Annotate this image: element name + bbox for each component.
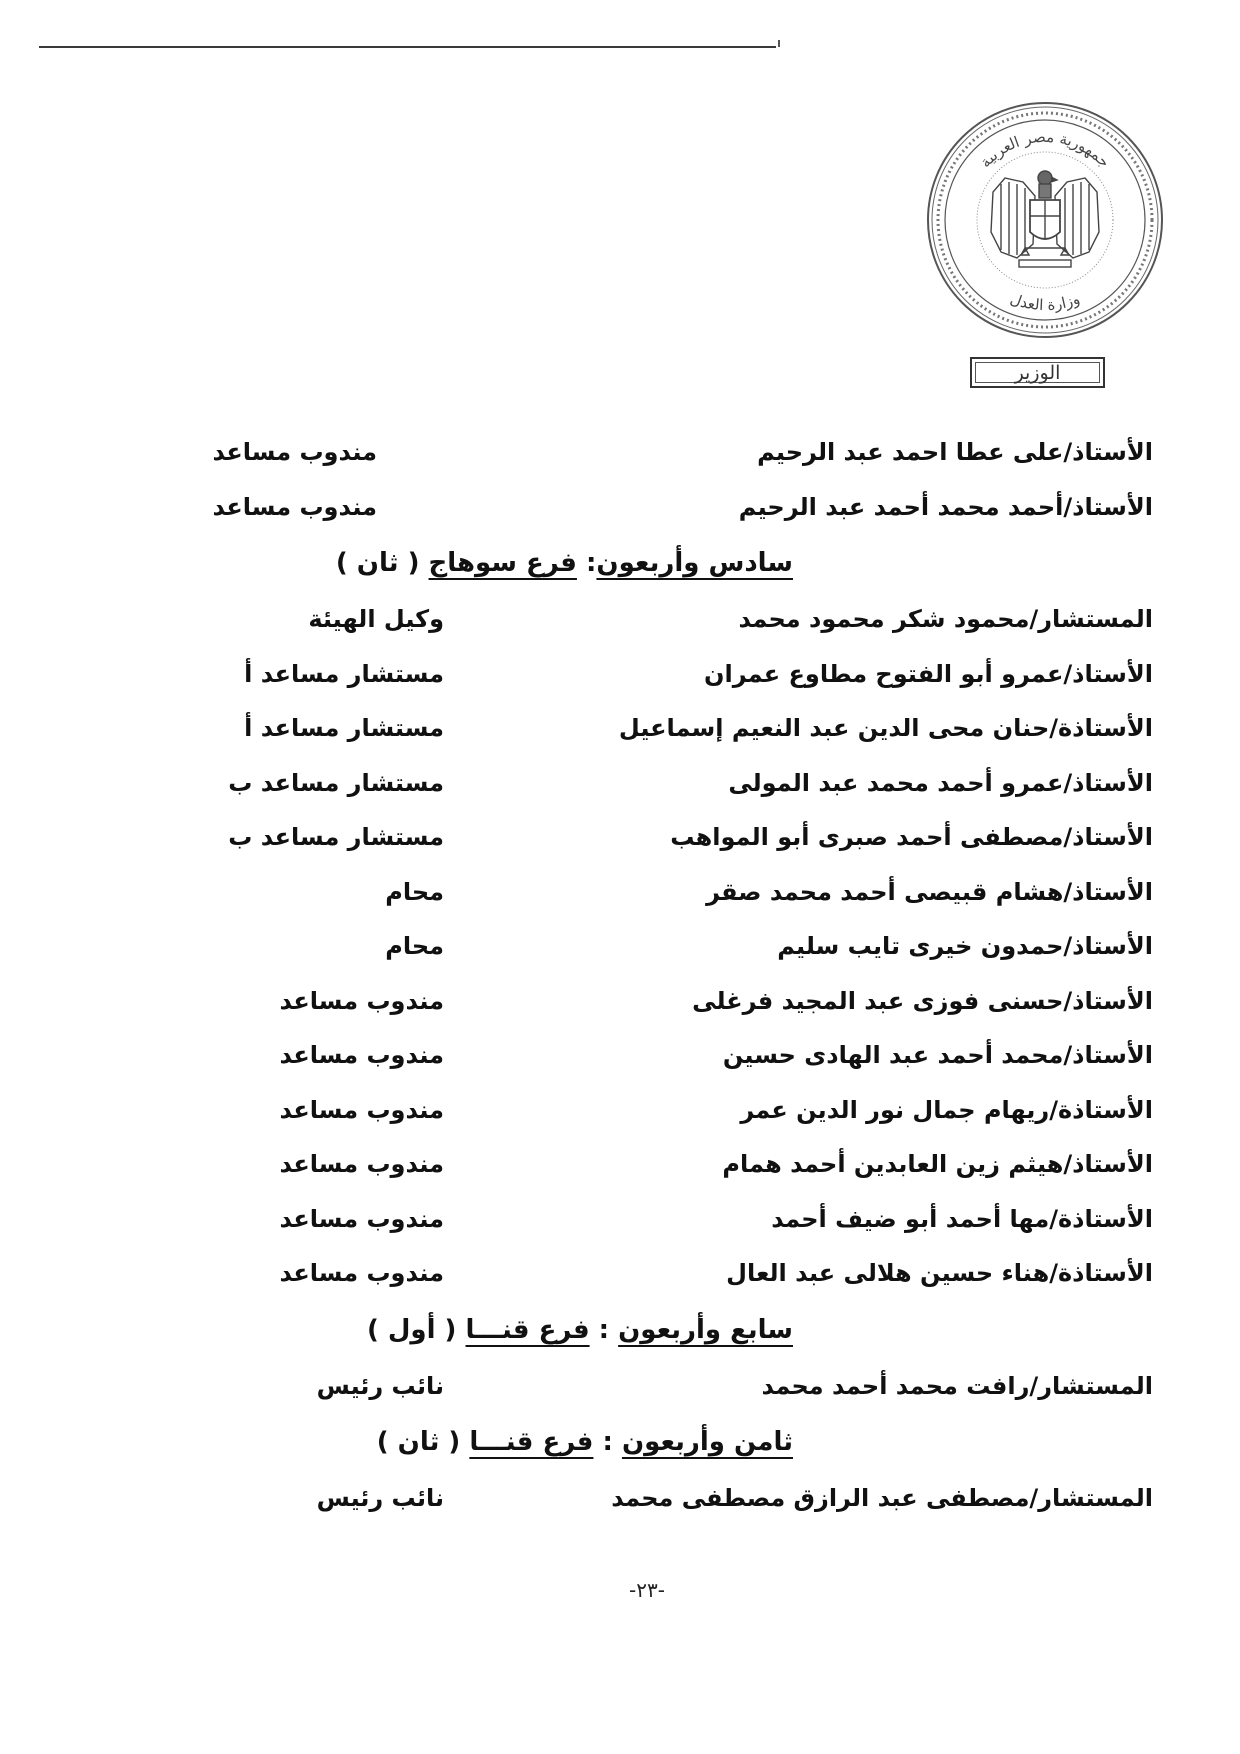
section-branch: فرع قنـــا bbox=[469, 1427, 594, 1457]
member-title: مندوب مساعد bbox=[279, 1150, 444, 1178]
section-qualifier: ( ثان ) bbox=[335, 548, 420, 578]
member-name: الأستاذ/عمرو أحمد محمد عبد المولى bbox=[728, 768, 1153, 797]
member-title: مندوب مساعد bbox=[279, 1204, 444, 1233]
member-name: الأستاذة/حنان محى الدين عبد النعيم إسماعيل bbox=[618, 714, 1153, 742]
roster-row bbox=[0, 1083, 1240, 1138]
member-title: مستشار مساعد أ bbox=[244, 659, 444, 688]
roster-row bbox=[0, 974, 1240, 1029]
member-name: الأستاذ/هيثم زين العابدين أحمد همام bbox=[722, 1150, 1153, 1178]
roster-row bbox=[0, 425, 1240, 480]
roster-row bbox=[0, 1359, 1240, 1414]
member-name: المستشار/محمود شكر محمود محمد bbox=[738, 605, 1153, 633]
section-ordinal: سادس وأربعون bbox=[596, 548, 793, 578]
eagle-icon bbox=[991, 171, 1099, 267]
member-name: الأستاذ/عمرو أبو الفتوح مطاوع عمران bbox=[704, 659, 1153, 688]
roster-row bbox=[0, 1471, 1240, 1526]
member-name: المستشار/رافت محمد أحمد محمد bbox=[761, 1371, 1153, 1400]
section-branch: فرع قنـــا bbox=[465, 1314, 590, 1345]
member-name: الأستاذ/مصطفى أحمد صبرى أبو المواهب bbox=[670, 823, 1153, 851]
member-title: محام bbox=[385, 877, 444, 906]
seal-top-text: جمهورية مصر العربية bbox=[976, 127, 1114, 172]
member-title: محام bbox=[385, 932, 444, 960]
member-title: مندوب مساعد bbox=[279, 1259, 444, 1287]
member-name: المستشار/مصطفى عبد الرازق مصطفى محمد bbox=[611, 1484, 1153, 1512]
member-name: الأستاذ/أحمد محمد أحمد عبد الرحيم bbox=[738, 492, 1153, 521]
roster-row bbox=[0, 865, 1240, 920]
member-title: مندوب مساعد bbox=[279, 986, 444, 1015]
member-title: نائب رئيس bbox=[316, 1371, 444, 1400]
member-title: نائب رئيس bbox=[316, 1484, 444, 1512]
member-title: مستشار مساعد ب bbox=[228, 823, 444, 851]
section-separator: : bbox=[586, 548, 597, 578]
roster-row bbox=[0, 1137, 1240, 1192]
page-number: -٢٣- bbox=[629, 1578, 665, 1602]
section-qualifier: ( ثان ) bbox=[376, 1427, 461, 1457]
member-title: مندوب مساعد bbox=[279, 1095, 444, 1124]
roster-row bbox=[0, 647, 1240, 702]
member-title: مندوب مساعد bbox=[279, 1041, 444, 1069]
roster-row bbox=[0, 1192, 1240, 1247]
section-ordinal: ثامن وأربعون bbox=[621, 1427, 793, 1457]
ministry-seal-emblem bbox=[925, 97, 1165, 343]
member-name: الأستاذ/حمدون خيرى تايب سليم bbox=[777, 932, 1153, 960]
member-title: مندوب مساعد bbox=[212, 492, 377, 521]
member-title: مستشار مساعد أ bbox=[244, 714, 444, 742]
member-title: مندوب مساعد bbox=[212, 438, 377, 466]
roster-row bbox=[0, 756, 1240, 811]
member-name: الأستاذ/على عطا احمد عبد الرحيم bbox=[757, 438, 1153, 466]
section-separator: : bbox=[602, 1427, 622, 1457]
minister-label-box: الوزير bbox=[970, 357, 1105, 388]
section-separator: : bbox=[598, 1314, 619, 1345]
section-ordinal: سابع وأربعون bbox=[618, 1314, 793, 1345]
member-name: الأستاذ/محمد أحمد عبد الهادى حسين bbox=[722, 1041, 1153, 1069]
roster-row bbox=[0, 919, 1240, 974]
section-qualifier: ( أول ) bbox=[366, 1314, 457, 1345]
roster-row bbox=[0, 701, 1240, 756]
member-name: الأستاذة/مها أحمد أبو ضيف أحمد bbox=[771, 1204, 1153, 1233]
section-heading bbox=[0, 1413, 1240, 1471]
member-name: الأستاذة/هناء حسين هلالى عبد العال bbox=[726, 1259, 1153, 1287]
roster-row bbox=[0, 810, 1240, 865]
member-name: الأستاذة/ريهام جمال نور الدين عمر bbox=[740, 1095, 1153, 1124]
section-heading bbox=[0, 534, 1240, 592]
top-rule-mark bbox=[778, 40, 780, 47]
seal-bottom-text: وزارة العدل bbox=[1007, 289, 1083, 315]
roster-row bbox=[0, 1246, 1240, 1301]
roster bbox=[0, 425, 1240, 1526]
roster-row bbox=[0, 1028, 1240, 1083]
member-title: وكيل الهيئة bbox=[308, 605, 444, 633]
section-heading bbox=[0, 1301, 1240, 1359]
member-name: الأستاذ/هشام قبيصى أحمد محمد صقر bbox=[706, 877, 1153, 906]
member-name: الأستاذ/حسنى فوزى عبد المجيد فرغلى bbox=[692, 986, 1153, 1015]
roster-row bbox=[0, 480, 1240, 535]
roster-row bbox=[0, 592, 1240, 647]
section-branch: فرع سوهاج bbox=[428, 548, 577, 578]
top-rule-divider bbox=[39, 46, 776, 48]
member-title: مستشار مساعد ب bbox=[228, 768, 444, 797]
